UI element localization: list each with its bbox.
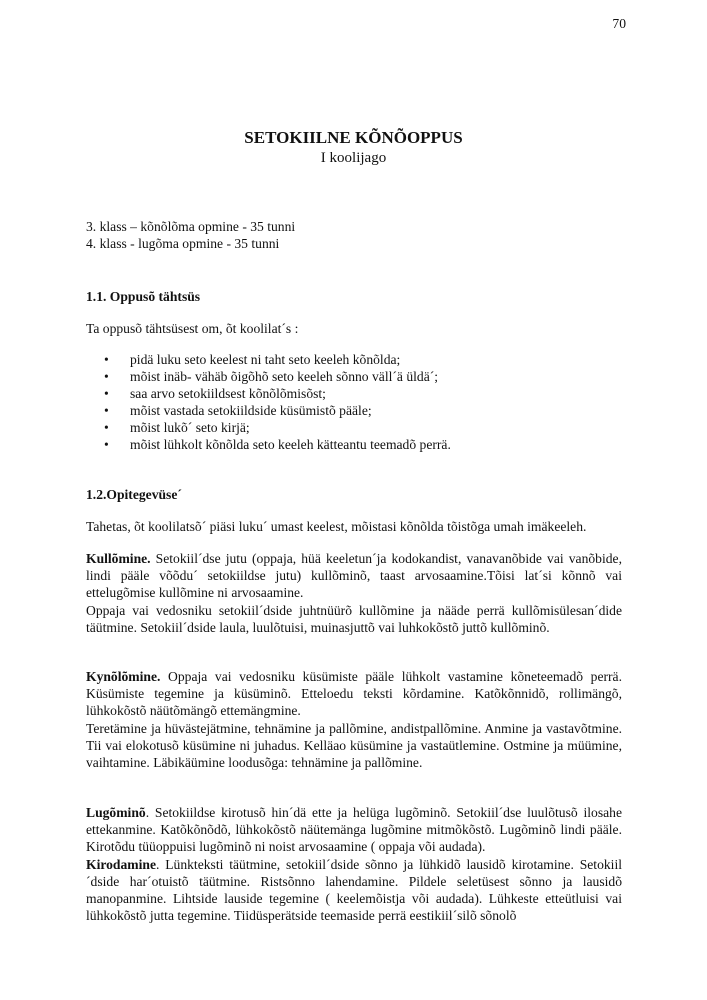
list-item: • mõist lühkolt kõnõlda seto keeleh kätteantu teemadõ perrä.: [104, 437, 451, 452]
document-title: SETOKIILNE KÕNÕOPPUS: [244, 128, 463, 147]
class-line-3: 3. klass – kõnõlõma opmine - 35 tunni: [86, 219, 296, 234]
list-item: • mõist lukõ´ seto kirjä;: [104, 420, 250, 435]
bullet-list: [104, 351, 451, 453]
bullet-icon: •: [104, 403, 109, 418]
section-intro-1-2: Tahetas, õt koolilatsõ´ piäsi luku´ umast keelest, mõistasi kõnõlda tõistõga umah imäkeeleh.: [86, 519, 587, 534]
list-item: • mõist vastada setokiildside küsümistõ pääle;: [104, 403, 372, 418]
list-item: • saa arvo setokiildsest kõnõlõmisõst;: [104, 386, 326, 401]
bullet-icon: •: [104, 386, 109, 401]
class-line-4: 4. klass - lugõma opmine - 35 tunni: [86, 236, 280, 251]
document-subtitle: I koolijago: [320, 150, 387, 166]
bullet-icon: •: [104, 352, 109, 367]
term-lugomino: Lugõminõ: [86, 805, 146, 820]
bullet-icon: •: [104, 420, 109, 435]
list-item: • mõist inäb- vähäb õigõhõ seto keeleh sõnno väll´ä üldä´;: [104, 369, 439, 384]
term-kynolomine: Kynõlõmine.: [86, 669, 161, 684]
list-item: • pidä luku seto keelest ni taht seto keeleh kõnõlda;: [104, 352, 401, 367]
term-kirodamine: Kirodamine: [86, 856, 156, 872]
term-kullomine: Kullõmine.: [86, 551, 151, 566]
paragraph-kynolomine-2: Teretämine ja hüvästejätmine, tehnämine ja pallõmine, andistpallõmine. Anmine ja vastavõtmine. Tii vai elokotusõ küsümine ni juhadus. Kelläao küsümine ja vastaütlemine. Ostmine ja müümine, vaihtamine. Läbikäümine loodusõga: tehnämine ja pallõmine.: [86, 720, 622, 771]
paragraph-kullomine: Kullõmine. Setokiil´dse jutu (oppaja, hüä keeletun´ja kodokandist, vanavanõbide vai vanõbide, lindi pääle võõdu´ setokiildse jutu) kullõminõ, taast arvosaamine.Tõisi lat´si kõnnõ vai ettelugõmise kullõmine ni arvosaamine. Oppaja vai vedosniku setokiil´dside juhtnüürõ kullõmine ja nääde perrä kullõmisülesan´dide täütmine. Setokiil´dside laula, luulõtuisi, muinasjuttõ vai luhkokõstõ juttõ kullõminõ.: [86, 551, 622, 635]
page-number: 70: [612, 16, 626, 31]
bullet-icon: •: [104, 369, 109, 384]
section-heading-1-2: 1.2.Opitegevüse´: [86, 487, 182, 502]
paragraph-kynolomine: Kynõlõmine. Oppaja vai vedosniku küsümiste pääle lühkolt vastamine kõneteemadõ perrä. Küsümiste tegemine ja küsüminõ. Etteloedu teksti kõrdamine. Katõkõnnidõ, rollimängõ, lühkokõstõ näütõmängõ ettemängmine. Teretämine ja hüvästejätmine, tehnämine ja pallõmine, andistpallõmine. Anmine ja vastavõtmine. Tii vai elokotusõ küsümine ni juhadus. Kelläao küsümine ja vastaütlemine. Ostmine ja müümine, vaihtamine. Läbikäümine loodusõga: tehnämine ja pallõmine.: [86, 669, 622, 771]
section-heading-1-1: 1.1. Oppusõ tähtsüs: [86, 289, 201, 304]
section-intro-1-1: Ta oppusõ tähtsüsest om, õt koolilat´s :: [86, 321, 299, 336]
bullet-icon: •: [104, 437, 109, 452]
paragraph-lugomino: Lugõminõ. Setokiildse kirotusõ hin´dä ette ja helüga lugõminõ. Setokiil´dse luulõtusõ ilosahe ettekanmine. Katõkõnõdõ, lühkokõstõ näütemänga lugõmine mitmõkõstõ. Lugõminõ lindi pääle. Kirotõdu tüüoppuisi lugõminõ ni noist arvosaamine ( oppaja või audada). Kirodamine. Lünkteksti täütmine, setokiil´dside sõnno ja lühkidõ lausidõ kirotamine. Setokiil´dside har´otuistõ täütmine. Ristsõnno lahendamine. Pildele seletüsest sõnno ja lausidõ manopanmine. Lihtside lauside tegemine ( keelemõistja või audada). Lühkeste etteütluisi vai lühkokõstõ jutta tegemine. Tiidüsperätside teemaside perrä eestikiil´silõ sõnolõ: [86, 805, 622, 924]
paragraph-kullomine-2: Oppaja vai vedosniku setokiil´dside juhtnüürõ kullõmine ja nääde perrä kullõmisülesan´dide täütmine. Setokiil´dside laula, luulõtuisi, muinasjuttõ vai luhkokõstõ juttõ kullõminõ.: [86, 602, 622, 635]
